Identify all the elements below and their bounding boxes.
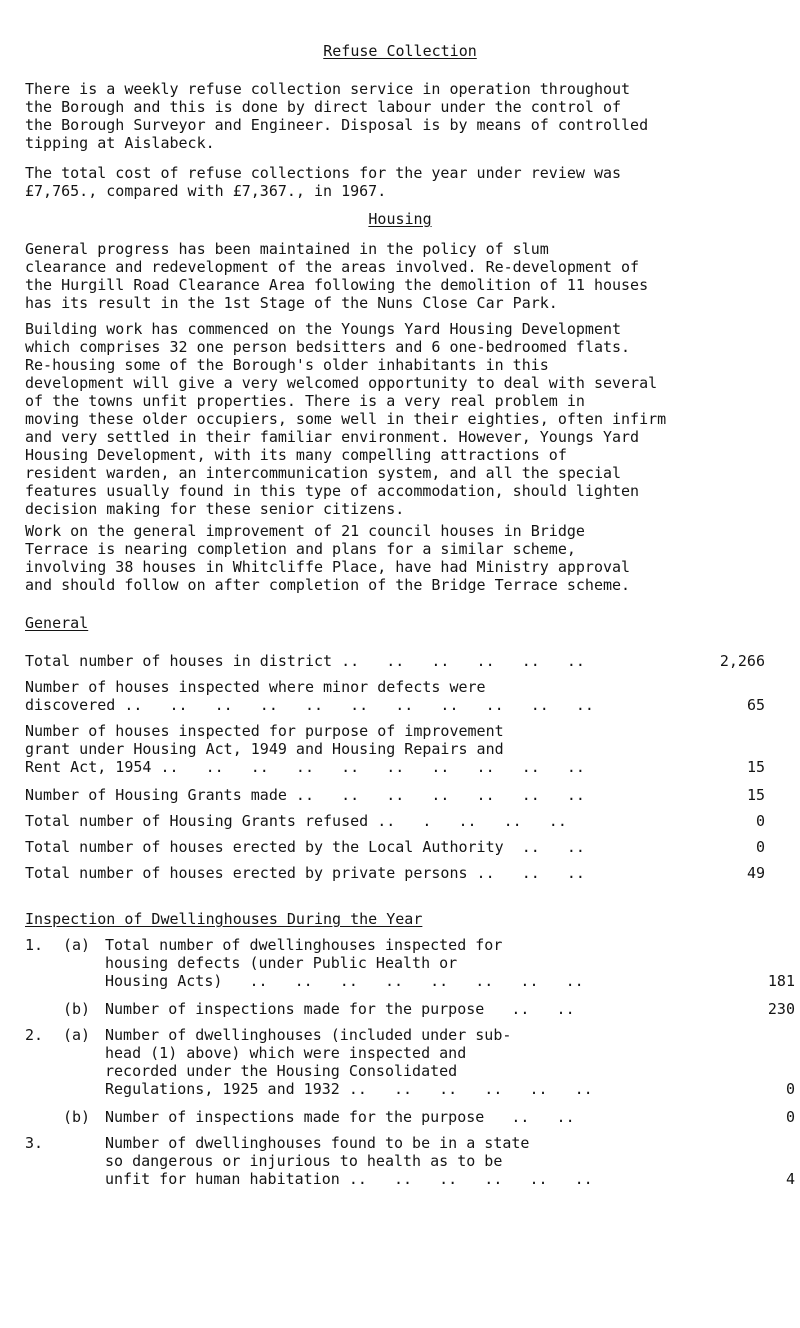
inspection-item-sub: (b) (63, 1000, 91, 1018)
general-row-label: Total number of houses in district .. .. .. .. .. .. (25, 652, 585, 670)
general-row-value: 2,266 (719, 652, 765, 670)
housing-paragraph-3: Work on the general improvement of 21 council houses in Bridge Terrace is nearing completion and plans for a similar scheme, involving 38 houses in Whitcliffe Place, have had Ministry approval and should follow on after completion of the Bridge Terrace scheme. (25, 522, 631, 594)
inspection-item-value: 0 (785, 1080, 795, 1098)
general-row-label: Total number of houses erected by the Local Authority .. .. (25, 838, 585, 856)
general-row-label: Number of houses inspected for purpose of improvement grant under Housing Act, 1949 and Housing Repairs and Rent Act, 1954 .. .. .. .. .. .. .. .. .. .. (25, 722, 585, 776)
general-row (25, 812, 765, 830)
refuse-paragraph-1: There is a weekly refuse collection service in operation throughout the Borough and this is done by direct labour under the control of the Borough Surveyor and Engineer. Disposal is by means of controlled tipping at Aislabeck. (25, 80, 649, 152)
general-row-value: 15 (746, 758, 765, 776)
general-row (25, 652, 765, 670)
inspection-item-value: 0 (785, 1108, 795, 1126)
inspection-item-value: 4 (785, 1170, 795, 1188)
inspection-item-label: Number of inspections made for the purpose .. .. (105, 1108, 575, 1126)
inspection-item-label: Number of inspections made for the purpose .. .. (105, 1000, 575, 1018)
general-row-value: 49 (746, 864, 765, 882)
inspection-item-value: 230 (767, 1000, 795, 1018)
general-row (25, 838, 765, 856)
housing-heading: Housing (368, 210, 432, 228)
refuse-paragraph-2: The total cost of refuse collections for the year under review was £7,765., compared with £7,367., in 1967. (25, 164, 622, 200)
inspection-item-label: Total number of dwellinghouses inspected for housing defects (under Public Health or Housing Acts) .. .. .. .. .. .. .. .. (105, 936, 584, 990)
general-heading: General (25, 614, 89, 632)
housing-paragraph-1: General progress has been maintained in the policy of slum clearance and redevelopment of the areas involved. Re-development of the Hurgill Road Clearance Area following the demolition of 11 houses has its result in the 1st Stage of the Nuns Close Car Park. (25, 240, 649, 312)
general-row-label: Total number of Housing Grants refused .. . .. .. .. (25, 812, 567, 830)
inspection-item-sub: (a) (63, 936, 91, 954)
inspection-item-number: 3. (25, 1134, 44, 1152)
general-row-label: Number of houses inspected where minor defects were discovered .. .. .. .. .. .. .. .. .. .. .. (25, 678, 594, 714)
inspection-item-label: Number of dwellinghouses (included under sub- head (1) above) which were inspected and recorded under the Housing Consolidated Regulations, 1925 and 1932 .. .. .. .. .. .. (105, 1026, 593, 1098)
general-row-value: 65 (746, 696, 765, 714)
inspection-heading: Inspection of Dwellinghouses During the Year (25, 910, 423, 928)
inspection-item-value: 181 (767, 972, 795, 990)
general-row (25, 786, 765, 804)
inspection-item-number: 2. (25, 1026, 44, 1044)
general-row-label: Number of Housing Grants made .. .. .. .. .. .. .. (25, 786, 585, 804)
general-row (25, 722, 765, 776)
inspection-item-sub: (b) (63, 1108, 91, 1126)
inspection-item-label: Number of dwellinghouses found to be in a state so dangerous or injurious to health as to be unfit for human habitation .. .. .. .. .. .. (105, 1134, 593, 1188)
general-row-value: 0 (755, 812, 765, 830)
general-row (25, 678, 765, 714)
general-row-value: 15 (746, 786, 765, 804)
general-row-value: 0 (755, 838, 765, 856)
housing-paragraph-2: Building work has commenced on the Youngs Yard Housing Development which comprises 32 one person bedsitters and 6 one-bedroomed flats. Re-housing some of the Borough's older inhabitants in this development will give a very welcomed opportunity to deal with several of the towns unfit properties. There is a very real problem in moving these older occupiers, some well in their eighties, often infirm and very settled in their familiar environment. However, Youngs Yard Housing Development, with its many compelling attractions of resident warden, an intercommunication system, and all the special features usually found in this type of accommodation, should lighten decision making for these senior citizens. (25, 320, 667, 518)
inspection-item-sub: (a) (63, 1026, 91, 1044)
general-row-label: Total number of houses erected by private persons .. .. .. (25, 864, 585, 882)
general-row (25, 864, 765, 882)
refuse-collection-heading: Refuse Collection (323, 42, 477, 60)
inspection-item-number: 1. (25, 936, 44, 954)
